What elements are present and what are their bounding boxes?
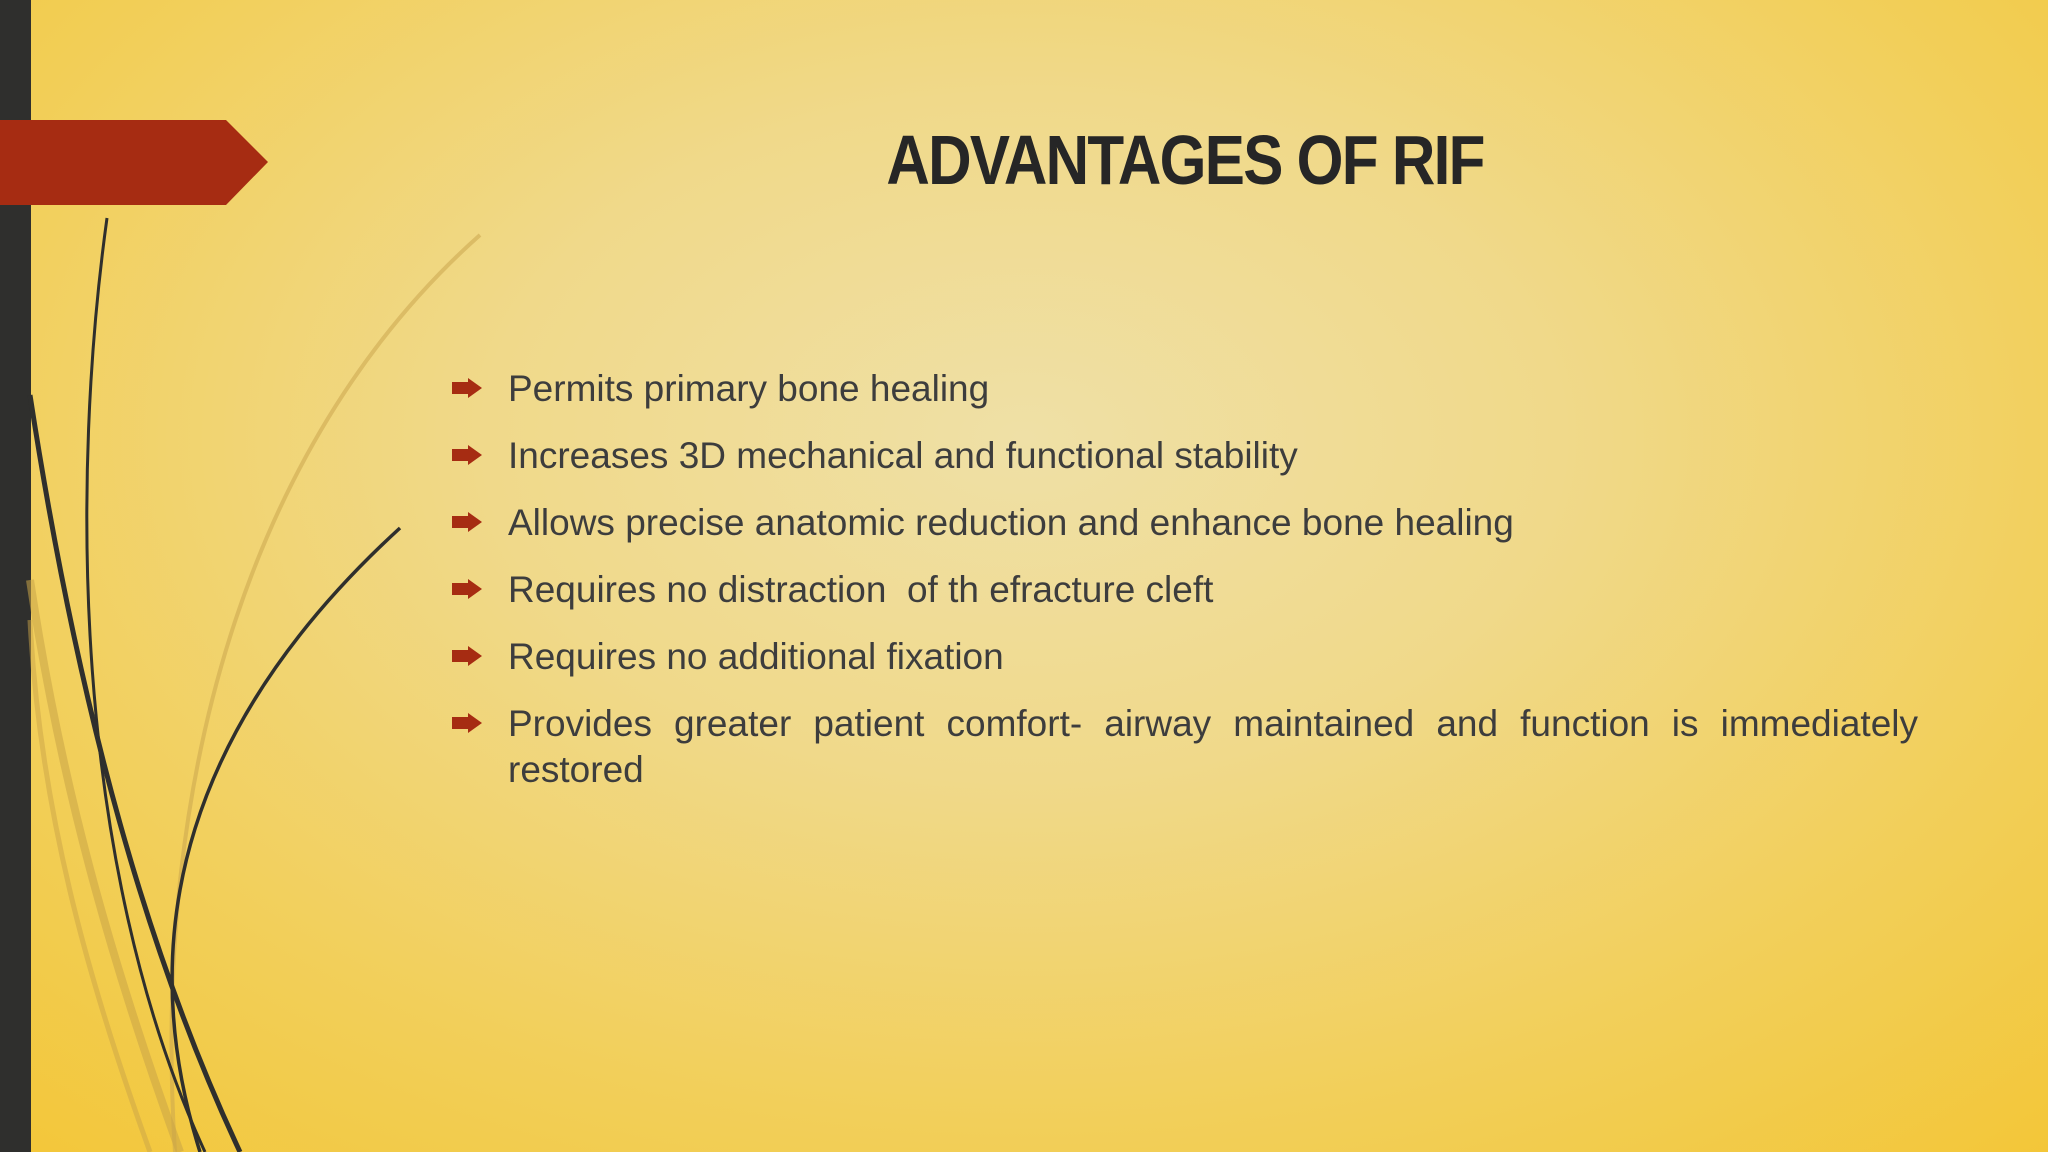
bullet-item	[448, 500, 1918, 546]
bullet-text: Increases 3D mechanical and functional stability	[508, 435, 1298, 476]
arrow-bullet-icon	[452, 579, 482, 599]
title-arrow-shape	[0, 120, 268, 205]
bullet-text: Provides greater patient comfort- airway maintained and function is immediately restored	[508, 703, 1918, 790]
arrow-bullet-icon	[452, 445, 482, 465]
arrow-bullet-icon	[452, 512, 482, 532]
bullet-item	[448, 567, 1918, 613]
arrow-bullet-icon	[452, 713, 482, 733]
bullet-text: Requires no additional fixation	[508, 636, 1004, 677]
bullet-item	[448, 701, 1918, 793]
arrow-bullet-icon	[452, 646, 482, 666]
bullet-item	[448, 634, 1918, 680]
arrow-bullet-icon	[452, 378, 482, 398]
bullet-text: Requires no distraction of th efracture cleft	[508, 569, 1214, 610]
bullet-text: Allows precise anatomic reduction and enhance bone healing	[508, 502, 1514, 543]
bullet-item	[448, 366, 1918, 412]
slide-title: ADVANTAGES OF RIF	[886, 121, 1484, 199]
bullet-text: Permits primary bone healing	[508, 368, 990, 409]
bullet-list	[448, 366, 1918, 814]
bullet-item	[448, 433, 1918, 479]
